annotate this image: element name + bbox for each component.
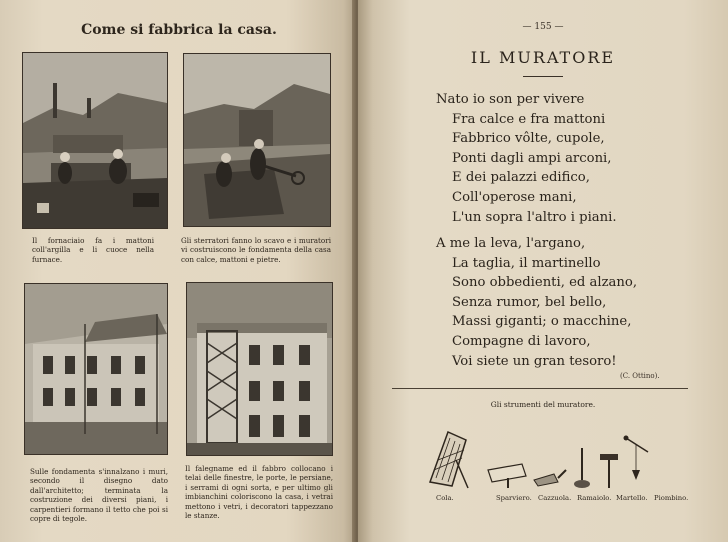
page-number: — 155 —: [522, 22, 564, 32]
verse-line: Nato io son per vivere: [436, 92, 585, 107]
verse-line: Sono obbedienti, ed alzano,: [452, 275, 638, 291]
illustration-brickmaker: [22, 52, 168, 229]
tool-label: Cazzuola.: [538, 494, 572, 502]
title-rule: [523, 76, 563, 77]
poem-stanza-2: [436, 234, 637, 371]
illustration-excavators: [183, 53, 331, 227]
plumb-bob-icon: [624, 436, 649, 481]
tools-title: Gli strumenti del muratore.: [490, 400, 596, 409]
verse-line: Fra calce e fra mattoni: [452, 111, 606, 127]
ladle-icon: [574, 448, 590, 488]
verse-line: Coll'operose mani,: [452, 189, 577, 205]
verse-line: Voi siete un gran tesoro!: [452, 353, 617, 369]
tools-illustration: [422, 430, 682, 492]
caption-1: Il fornaciaio fa i mattoni coll'argilla e li cuoce nella furnace.: [32, 236, 154, 264]
tool-label: Ramaiolo.: [577, 494, 612, 502]
left-page-title: Come si fabbrica la casa.: [81, 22, 277, 38]
verse-line: La taglia, il martinello: [452, 255, 601, 271]
tool-label: Martello.: [616, 494, 648, 502]
illustration-walls: [24, 283, 168, 455]
verse-line: Massi giganti; o macchine,: [452, 314, 632, 330]
verse-line: E dei palazzi edifico,: [452, 170, 590, 186]
poem-title: IL MURATORE: [470, 48, 616, 67]
tool-label: Sparviero.: [496, 494, 532, 502]
verse-line: Compagne di lavoro,: [452, 333, 591, 349]
poem-stanza-1: [436, 90, 617, 227]
sieve-icon: [430, 432, 468, 488]
trowel-icon: [534, 470, 566, 486]
verse-line: Senza rumor, bel bello,: [452, 294, 607, 310]
verse-line: L'un sopra l'altro i piani.: [452, 209, 617, 225]
tool-label: Piombino.: [654, 494, 689, 502]
left-page: [0, 0, 358, 542]
caption-2: Gli sterratori fanno lo scavo e i muratori vi costruiscono le fondamenta della casa con calce, mattoni e pietre.: [181, 236, 331, 264]
verse-line: A me la leva, l'argano,: [436, 236, 586, 251]
right-page: [358, 0, 728, 542]
verse-line: Ponti dagli ampi arconi,: [452, 150, 612, 166]
tool-label: Cola.: [436, 494, 454, 502]
hawk-board-icon: [488, 464, 526, 488]
hammer-icon: [600, 454, 618, 488]
illustration-finishing: [186, 282, 333, 456]
poem-author: (C. Ottino).: [620, 372, 660, 380]
caption-3: Sulle fondamenta s'innalzano i muri, secondo il disegno dato dall'architetto; terminata la costruzione dei diversi piani, i carpentieri formano il tetto che poi si copre di tegole.: [30, 467, 168, 524]
section-divider: [392, 388, 688, 389]
verse-line: Fabbrico vôlte, cupole,: [452, 131, 605, 147]
caption-4: Il falegname ed il fabbro collocano i telai delle finestre, le porte, le persiane, i serrami di ogni sorta, e per ultimo gli imbianchini coloriscono la casa, i vetrai mettono i vetri, i decoratori tappezzano le stanze.: [185, 464, 333, 521]
